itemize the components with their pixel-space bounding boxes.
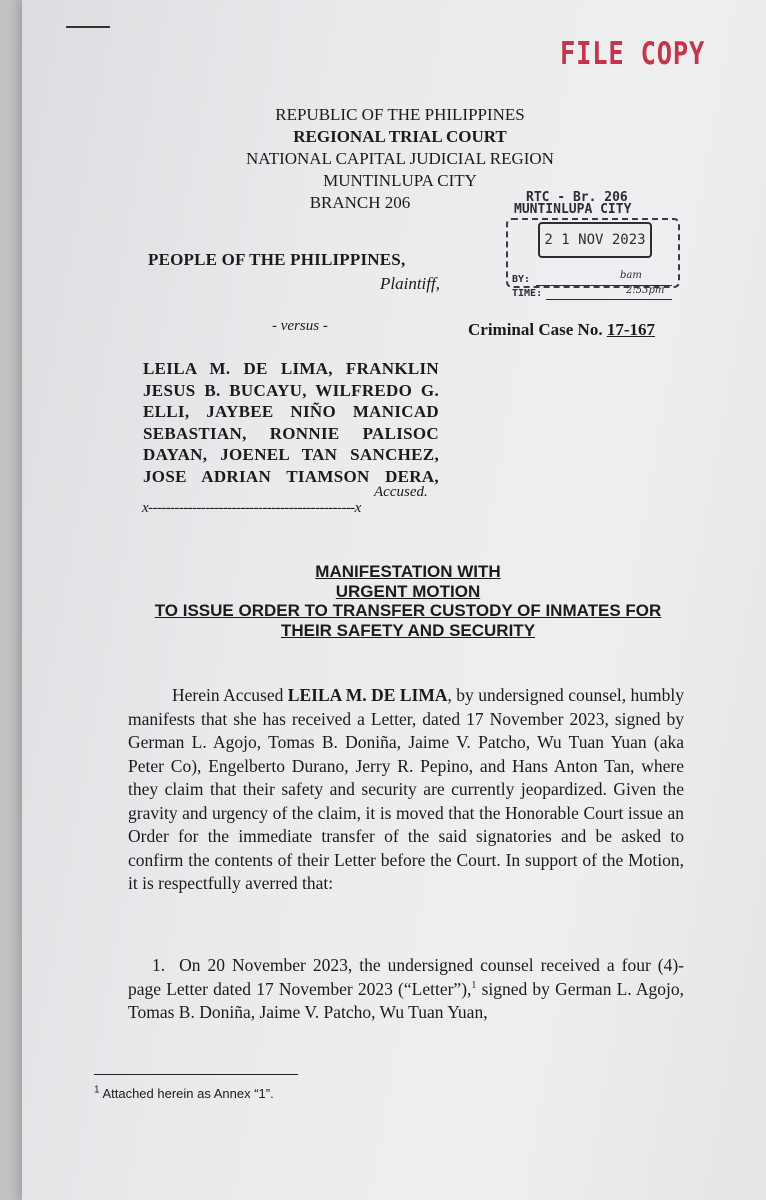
intro-rest: , by undersigned counsel, humbly manifests that she has received a Letter, dated 17 November 2023, signed by German L. Agojo, Tomas B. Doniña, Jaime V. Patcho, Wu Tuan Yuan (aka Peter Co), Engelberto Durano, Jerry R. Pepino, and Hans Anton Tan, where they claim that their safety and security are currently jeopardized. Given the gravity and urgency of the claim, it is moved that the Honorable Court issue an Order for the immediate transfer of the said signatories and be asked to confirm the contents of their Letter before the Court. In support of the Motion, it is respectfully averred that: xyxy=(128,685,684,893)
item-text-b: signed by German L. Agojo, Tomas B. Doniña, Jaime V. Patcho, Wu Tuan Yuan, xyxy=(128,978,684,1022)
stamp-city: MUNTINLUPA CITY xyxy=(514,202,632,217)
header-branch: BRANCH 206 xyxy=(309,193,411,212)
case-prefix: Criminal Case No. xyxy=(468,320,607,339)
document-title xyxy=(100,562,716,640)
file-copy-stamp: FILE COPY xyxy=(560,36,706,72)
stamp-time-value: 2:53pm xyxy=(626,285,665,296)
numbered-paragraph-1 xyxy=(128,954,684,1025)
header-city: MUNTINLUPA CITY xyxy=(323,171,477,190)
stamp-by-label: BY: xyxy=(512,274,531,285)
stamp-office: RTC - Br. 206 xyxy=(526,190,628,205)
footnote-number: 1 xyxy=(94,1084,100,1096)
footnote-ref: 1 xyxy=(471,979,477,991)
stamp-date: 2 1 NOV 2023 xyxy=(538,222,652,258)
intro-accused-name: LEILA M. DE LIMA xyxy=(287,685,448,705)
stamp-by-value: bam xyxy=(620,270,642,281)
header-republic: REPUBLIC OF THE PHILIPPINES xyxy=(275,105,525,124)
plaintiff-role: Plaintiff, xyxy=(380,274,440,293)
footnote xyxy=(94,1086,274,1101)
received-stamp xyxy=(506,188,678,306)
case-number-value: 17-167 xyxy=(606,320,655,339)
corner-mark xyxy=(66,26,110,28)
accused-names: LEILA M. DE LIMA, FRANKLIN JESUS B. BUCAYU, WILFREDO G. ELLI, JAYBEE NIÑO MANICAD SEBASTIAN, RONNIE PALISOC DAYAN, JOENEL TAN SANCHEZ, JOSE ADRIAN TIAMSON DERA, xyxy=(143,359,439,486)
header-region: NATIONAL CAPITAL JUDICIAL REGION xyxy=(246,149,554,168)
stamp-time-label: TIME: xyxy=(512,288,543,299)
stamp-time-line xyxy=(546,299,672,300)
title-line-4: THEIR SAFETY AND SECURITY xyxy=(280,620,536,640)
footnote-rule xyxy=(94,1074,298,1075)
accused-role: Accused. xyxy=(374,484,428,500)
versus-label: - versus - xyxy=(272,318,328,334)
title-line-2: URGENT MOTION xyxy=(335,581,481,601)
title-line-1: MANIFESTATION WITH xyxy=(315,562,501,581)
plaintiff-name: PEOPLE OF THE PHILIPPINES, xyxy=(148,250,406,269)
caption-separator: x-----------------------------------------------x xyxy=(142,500,361,516)
case-number xyxy=(468,320,655,340)
footnote-text: Attached herein as Annex “1”. xyxy=(99,1086,274,1101)
item-number: 1. xyxy=(152,955,166,975)
intro-paragraph xyxy=(128,684,684,896)
title-line-3: TO ISSUE ORDER TO TRANSFER CUSTODY OF INMATES FOR xyxy=(154,601,662,620)
header-court: REGIONAL TRIAL COURT xyxy=(293,127,507,146)
item-text-a: On 20 November 2023, the undersigned counsel received a four (4)-page Letter dated 17 November 2023 (“Letter”), xyxy=(128,955,684,999)
intro-lead: Herein Accused xyxy=(172,685,288,705)
